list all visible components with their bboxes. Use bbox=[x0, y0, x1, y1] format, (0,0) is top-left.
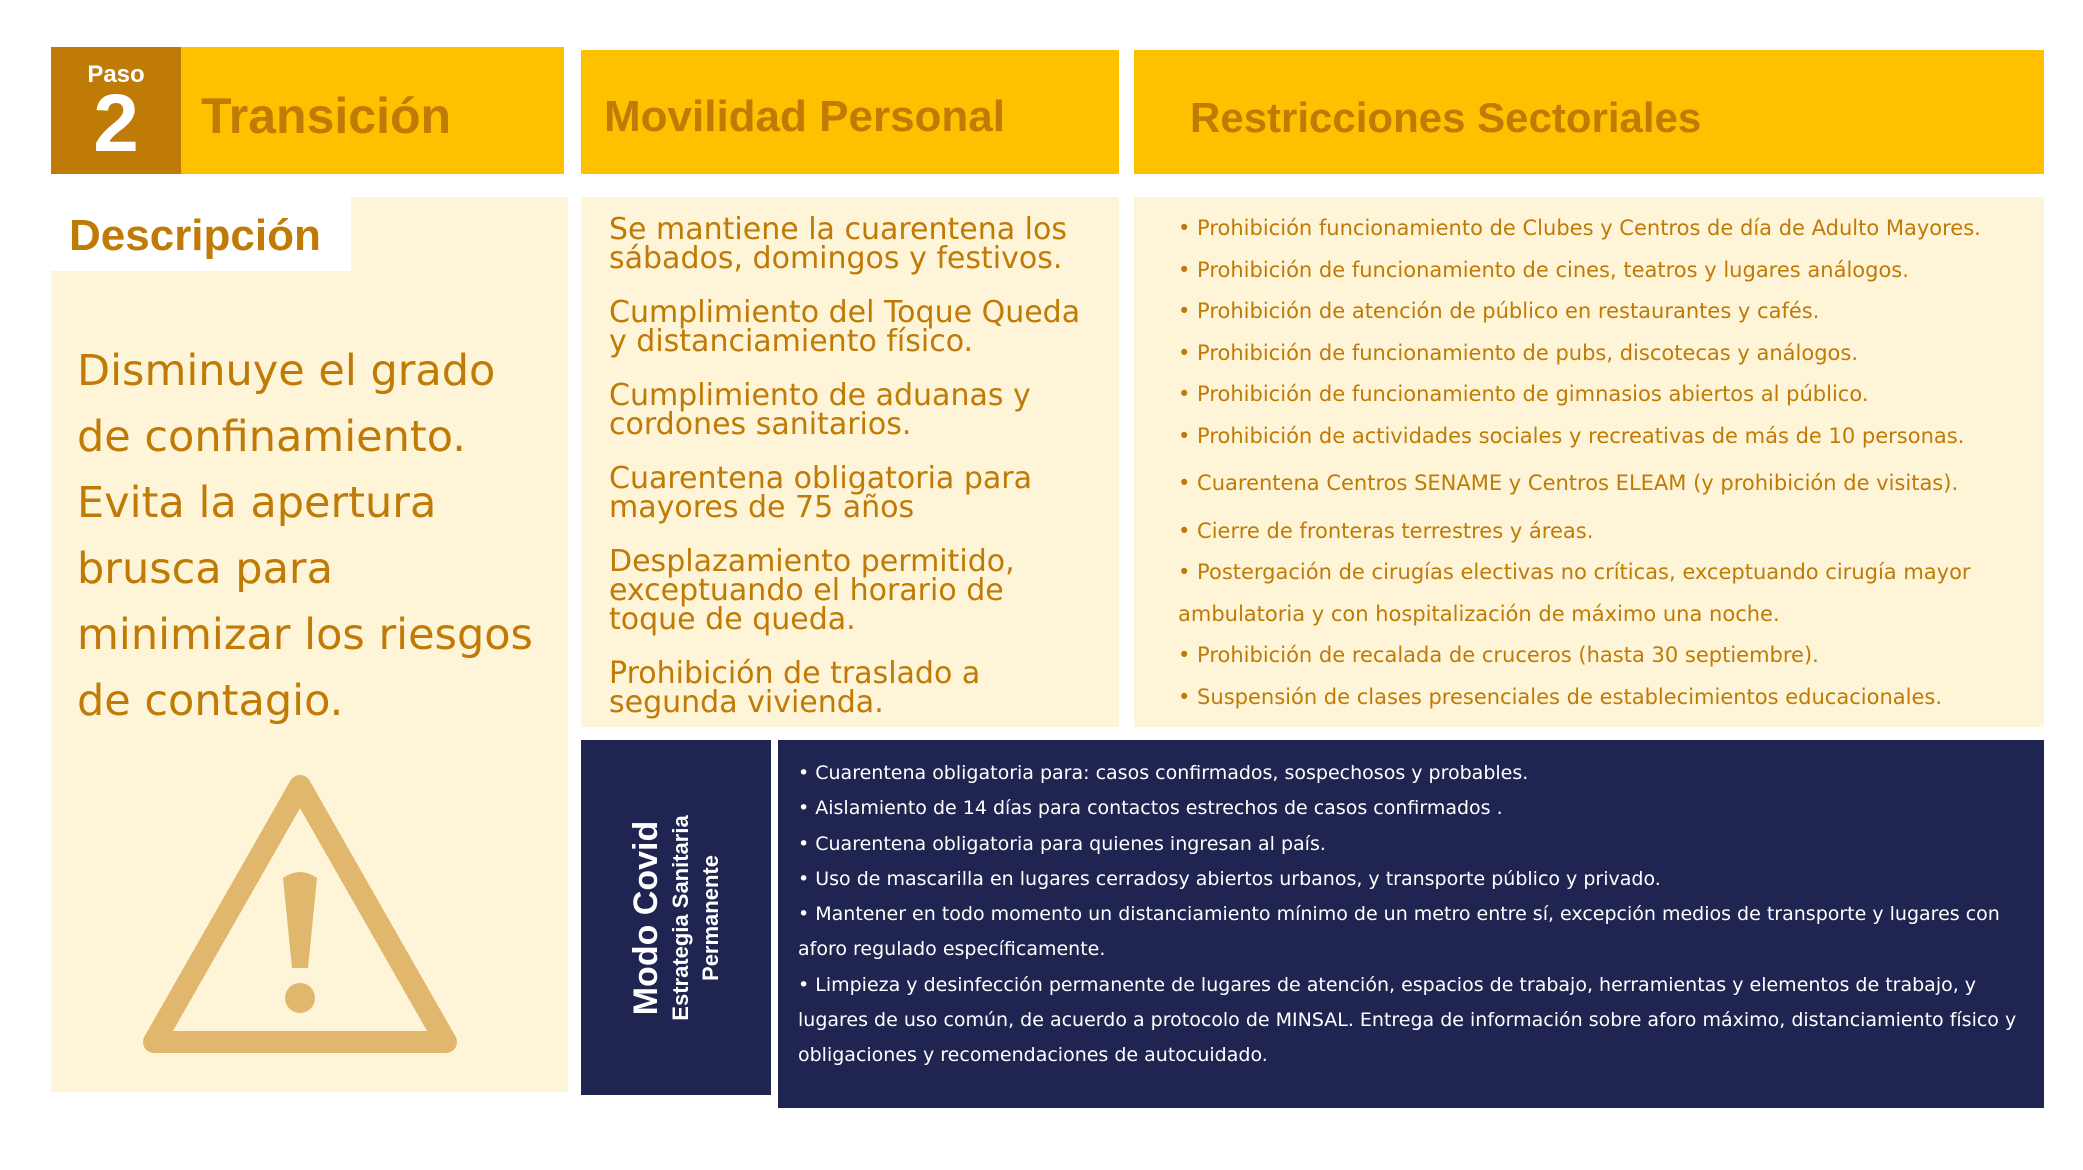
step-number: 2 bbox=[93, 78, 139, 169]
warning-triangle-icon bbox=[140, 768, 460, 1058]
movilidad-list bbox=[609, 212, 1099, 742]
list-item: Cumplimiento del Toque Queda y distanciamiento físico. bbox=[609, 295, 1081, 359]
list-item: • Mantener en todo momento un distanciamiento mínimo de un metro entre sí, excepción medios de transporte y lugares con aforo regulado específicamente. bbox=[798, 903, 2000, 961]
list-item: • Cuarentena Centros SENAME y Centros ELEAM (y prohibición de visitas). bbox=[1178, 471, 1959, 495]
list-item: • Prohibición de atención de público en restaurantes y cafés. bbox=[1178, 299, 1820, 323]
list-item: Cumplimiento de aduanas y cordones sanitarios. bbox=[609, 378, 1031, 442]
list-item: • Cierre de fronteras terrestres y áreas. bbox=[1178, 518, 1594, 543]
step-badge bbox=[51, 47, 181, 174]
modo-covid-title: Modo Covid bbox=[627, 820, 665, 1015]
list-item: • Limpieza y desinfección permanente de lugares de atención, espacios de trabajo, herramientas y elementos de trabajo, y lugares de uso común, de acuerdo a protocolo de MINSAL. Entrega de información sobre aforo máximo, distanciamiento físico y obligaciones y recomendaciones de autocuidado. bbox=[798, 973, 2017, 1067]
list-item: Prohibición de traslado a segunda vivienda. bbox=[609, 656, 981, 720]
list-item: • Prohibición funcionamiento de Clubes y Centros de día de Adulto Mayores. bbox=[1178, 216, 1981, 240]
restricciones-title: Restricciones Sectoriales bbox=[1190, 94, 1702, 141]
step-title-bar bbox=[181, 47, 564, 174]
modo-covid-label-panel bbox=[581, 740, 771, 1095]
descripcion-text: Disminuye el grado de confinamiento. Evita la apertura brusca para minimizar los riesgos de contagio. bbox=[77, 346, 533, 726]
modo-covid-subtitle-2: Permanente bbox=[698, 854, 723, 981]
movilidad-header bbox=[581, 50, 1119, 174]
list-item: • Suspensión de clases presenciales de establecimientos educacionales. bbox=[1178, 684, 1942, 709]
descripcion-tab bbox=[51, 197, 351, 271]
list-item: • Prohibición de funcionamiento de pubs, discotecas y análogos. bbox=[1178, 340, 1859, 365]
list-item: • Prohibición de funcionamiento de cines, teatros y lugares análogos. bbox=[1178, 257, 1909, 282]
list-item: Se mantiene la cuarentena los sábados, domingos y festivos. bbox=[609, 212, 1067, 276]
modo-covid-vertical-label bbox=[626, 815, 726, 1020]
list-item: • Cuarentena obligatoria para: casos confirmados, sospechosos y probables. bbox=[798, 762, 1529, 784]
list-item: • Uso de mascarilla en lugares cerradosy abiertos urbanos, y transporte público y privado. bbox=[798, 867, 1661, 890]
movilidad-title: Movilidad Personal bbox=[604, 92, 1005, 141]
list-item: Cuarentena obligatoria para mayores de 75 años bbox=[609, 461, 1032, 525]
restricciones-list bbox=[1178, 208, 2028, 718]
list-item: • Prohibición de actividades sociales y recreativas de más de 10 personas. bbox=[1178, 423, 1965, 448]
modo-covid-subtitle-1: Estrategia Sanitaria bbox=[668, 814, 693, 1021]
list-item: • Aislamiento de 14 días para contactos estrechos de casos confirmados . bbox=[798, 797, 1503, 820]
descripcion-tab-label: Descripción bbox=[69, 211, 321, 260]
list-item: • Postergación de cirugías electivas no críticas, exceptuando cirugía mayor ambulatoria y con hospitalización de máximo una noche. bbox=[1178, 560, 1971, 626]
step-title: Transición bbox=[201, 88, 452, 144]
modo-covid-panel bbox=[778, 740, 2044, 1108]
modo-covid-list bbox=[798, 756, 2018, 1074]
list-item: • Prohibición de recalada de cruceros (hasta 30 septiembre). bbox=[1178, 643, 1819, 667]
list-item: • Cuarentena obligatoria para quienes ingresan al país. bbox=[798, 832, 1326, 855]
restricciones-header bbox=[1134, 50, 2044, 174]
list-item: Desplazamiento permitido, exceptuando el horario de toque de queda. bbox=[609, 544, 1015, 637]
list-item: • Prohibición de funcionamiento de gimnasios abiertos al público. bbox=[1178, 382, 1869, 406]
step-label: Paso bbox=[87, 61, 145, 88]
